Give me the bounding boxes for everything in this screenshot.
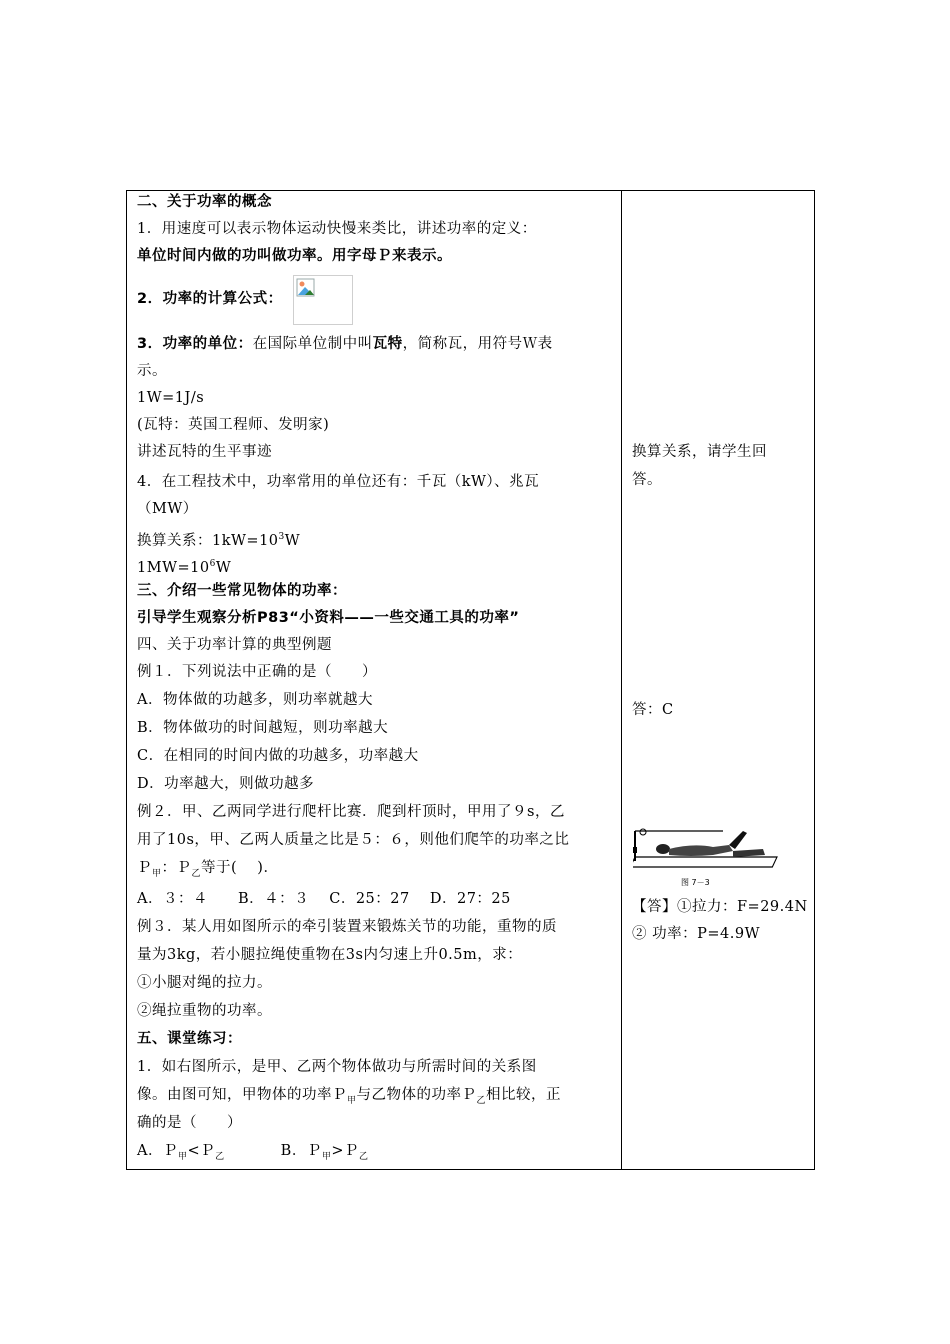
example-3-question-2: ②绳拉重物的功率。 xyxy=(137,1003,272,1019)
practice-1-line-3: 确的是（ ） xyxy=(137,1115,242,1131)
p1-opt-b-mid: >Ｐ xyxy=(331,1143,359,1159)
p1-sub-yi: 乙 xyxy=(476,1095,487,1106)
example-3-line-1: 例３．某人用如图所示的牵引装置来锻炼关节的功能，重物的质 xyxy=(137,919,557,935)
item-3-text-a: 在国际单位制中叫 xyxy=(252,336,373,352)
watt-story: 讲述瓦特的生平事迹 xyxy=(137,444,272,460)
kw-unit: W xyxy=(284,532,301,549)
ex2-p2: ：Ｐ xyxy=(161,860,192,876)
note-1-line-1: 换算关系，请学生回 xyxy=(632,444,767,460)
item-3 xyxy=(137,333,553,355)
item-2: 2．功率的计算公式： xyxy=(137,291,283,307)
p1-a: 像。由图可知，甲物体的功率Ｐ xyxy=(137,1087,347,1103)
section-4-title: 四、关于功率计算的典型例题 xyxy=(137,637,332,653)
kw-conversion xyxy=(137,526,300,552)
item-4-cont: （MW） xyxy=(137,501,198,517)
p1-opt-a-sub2: 乙 xyxy=(215,1151,225,1162)
note-1-line-2: 答。 xyxy=(632,472,662,488)
kw-exp: 3 xyxy=(278,532,285,542)
ex2-sub-yi: 乙 xyxy=(191,868,202,879)
item-3-text-b: ，简称瓦，用符号Ｗ表 xyxy=(402,336,553,352)
example-3-line-2: 量为3kg，若小腿拉绳使重物在3s内匀速上升0.5m，求： xyxy=(137,947,523,963)
p1-opt-b: B．Ｐ xyxy=(280,1143,322,1159)
power-definition: 单位时间内做的功叫做功率。用字母Ｐ来表示。 xyxy=(137,248,452,264)
broken-image-icon xyxy=(296,278,316,298)
example-2-line-3 xyxy=(137,857,278,885)
example-3-question-1: ①小腿对绳的拉力。 xyxy=(137,975,272,991)
p1-opt-a: A．Ｐ xyxy=(137,1143,178,1159)
practice-1-line-1: 1．如右图所示，是甲、乙两个物体做功与所需时间的关系图 xyxy=(137,1059,537,1075)
mw-label: 1MW=10 xyxy=(137,559,210,576)
answer-1: 答：C xyxy=(632,702,674,718)
ex2-tail: 等于( )． xyxy=(201,860,279,876)
p1-c: 相比较，正 xyxy=(486,1087,562,1103)
p1-opt-b-sub2: 乙 xyxy=(359,1151,369,1162)
p1-b: 与乙物体的功率Ｐ xyxy=(356,1087,477,1103)
lesson-table xyxy=(126,190,815,1170)
section-5-title: 五、课堂练习： xyxy=(137,1031,242,1047)
mw-conversion xyxy=(137,553,231,579)
answer-3-line-1: 【答】①拉力：F=29.4N xyxy=(632,899,808,915)
ex2-sub-jia: 甲 xyxy=(152,868,162,879)
p1-opt-a-sub1: 甲 xyxy=(177,1151,188,1162)
traction-device-figure xyxy=(633,827,805,889)
column-divider xyxy=(621,191,622,1169)
item-3-label: 3．功率的单位： xyxy=(137,336,253,352)
section-2-title: 二、关于功率的概念 xyxy=(137,194,272,210)
example-1-option-a: A．物体做的功越多，则功率就越大 xyxy=(137,692,373,708)
example-2-line-1: 例２．甲、乙两同学进行爬杆比赛．爬到杆顶时，甲用了９s，乙 xyxy=(137,804,565,820)
p1-sub-jia: 甲 xyxy=(347,1095,357,1106)
mw-unit: W xyxy=(215,559,232,576)
example-1-option-b: B．物体做功的时间越短，则功率越大 xyxy=(137,720,389,736)
section-3-line: 引导学生观察分析P83“小资料——一些交通工具的功率” xyxy=(137,610,520,626)
item-1: 1．用速度可以表示物体运动快慢来类比，讲述功率的定义： xyxy=(137,221,537,237)
figure-caption: 图 7－3 xyxy=(681,878,710,887)
item-3-watt: 瓦特 xyxy=(372,336,403,352)
ex2-p1: Ｐ xyxy=(137,860,152,876)
example-1-option-c: C．在相同的时间内做的功越多，功率越大 xyxy=(137,748,419,764)
example-2-options: A．３：４ B．４：３ C．25：27 D．27：25 xyxy=(137,891,511,907)
formula-image xyxy=(293,275,353,325)
answer-3-line-2: ② 功率：P=4.9W xyxy=(632,926,760,942)
item-4: 4．在工程技术中，功率常用的单位还有：千瓦（kW）、兆瓦 xyxy=(137,474,540,490)
item-3-cont: 示。 xyxy=(137,363,167,379)
watt-note: (瓦特：英国工程师、发明家) xyxy=(137,417,330,433)
practice-1-options xyxy=(137,1140,369,1168)
example-1: 例１．下列说法中正确的是（ ） xyxy=(137,664,377,680)
p1-opt-b-sub1: 甲 xyxy=(321,1151,332,1162)
main-column xyxy=(127,191,621,1169)
practice-1-line-2 xyxy=(137,1084,561,1112)
example-1-option-d: D．功率越大，则做功越多 xyxy=(137,776,315,792)
watt-equation: 1W=1J/s xyxy=(137,390,205,406)
kw-label: 换算关系：1kW=10 xyxy=(137,532,279,549)
example-2-line-2: 用了10s，甲、乙两人质量之比是５：６，则他们爬竿的功率之比 xyxy=(137,832,570,848)
notes-column xyxy=(623,191,814,1169)
mw-exp: 6 xyxy=(209,559,216,569)
section-3-title: 三、介绍一些常见物体的功率： xyxy=(137,583,347,599)
p1-opt-a-mid: <Ｐ xyxy=(187,1143,216,1159)
